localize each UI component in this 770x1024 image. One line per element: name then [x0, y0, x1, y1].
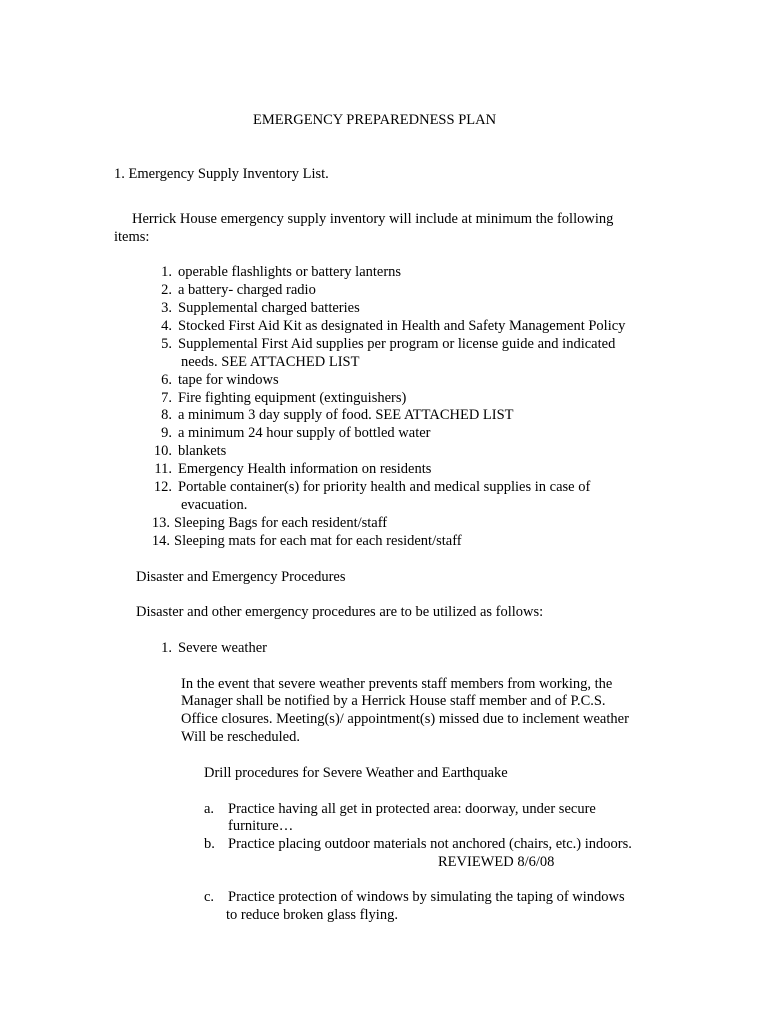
severe-weather-paragraph-line: Will be rescheduled.: [181, 729, 300, 745]
drill-item: [204, 888, 625, 906]
list-item: [146, 460, 431, 478]
list-item-number: 4.: [161, 318, 172, 334]
list-item-number: 12.: [153, 479, 172, 495]
list-item-text: Sleeping Bags for each resident/staff: [174, 515, 388, 531]
list-item-text: Stocked First Aid Kit as designated in Health and Safety Management Policy: [178, 318, 626, 334]
drill-item-letter: a.: [204, 801, 215, 817]
list-item-number: 6.: [161, 372, 172, 388]
list-item-text: a battery- charged radio: [178, 282, 316, 298]
list-item-number: 5.: [161, 336, 172, 352]
list-item-number: 2.: [161, 282, 172, 298]
list-item-number: 14.: [151, 533, 170, 549]
severe-weather-paragraph-line: Office closures. Meeting(s)/ appointment(s) missed due to inclement weather: [181, 711, 629, 727]
subsection-label: Severe weather: [178, 640, 267, 656]
list-item-continuation: needs. SEE ATTACHED LIST: [181, 354, 360, 370]
list-item-number: 3.: [161, 300, 172, 316]
list-item: [146, 532, 462, 550]
section-2-intro: Disaster and other emergency procedures are to be utilized as follows:: [136, 604, 544, 620]
document-title: EMERGENCY PREPAREDNESS PLAN: [253, 112, 497, 128]
list-item: [146, 263, 401, 281]
list-item-text: operable flashlights or battery lanterns: [178, 264, 402, 280]
section-1-intro-line-1: Herrick House emergency supply inventory will include at minimum the following: [132, 211, 614, 227]
section-1-intro-line-2: items:: [114, 229, 150, 245]
list-item: [146, 335, 615, 353]
severe-weather-paragraph-line: In the event that severe weather prevents staff members from working, the: [181, 676, 613, 692]
list-item-number: 10.: [153, 443, 172, 459]
list-item-number: 9.: [161, 425, 172, 441]
subsection-number: 1.: [161, 640, 172, 656]
list-item-number: 11.: [154, 461, 172, 477]
list-item-text: a minimum 24 hour supply of bottled water: [178, 425, 431, 441]
list-item-number: 13.: [151, 515, 170, 531]
list-item: [146, 478, 590, 496]
severe-weather-paragraph-line: Manager shall be notified by a Herrick House staff member and of P.C.S.: [181, 693, 606, 709]
list-item-text: a minimum 3 day supply of food. SEE ATTACHED LIST: [178, 407, 514, 423]
list-item: [146, 442, 226, 460]
list-item: [146, 281, 316, 299]
list-item-text: blankets: [178, 443, 227, 459]
list-item-text: Sleeping mats for each mat for each resident/staff: [174, 533, 462, 549]
list-item-text: Emergency Health information on residents: [178, 461, 432, 477]
list-item-number: 8.: [161, 407, 172, 423]
list-item-number: 7.: [161, 390, 172, 406]
list-item: [146, 406, 514, 424]
drill-item-text: Practice having all get in protected area: doorway, under secure: [228, 801, 596, 817]
drill-item-continuation: to reduce broken glass flying.: [226, 907, 398, 923]
drill-item-letter: b.: [204, 836, 215, 852]
list-item-number: 1.: [161, 264, 172, 280]
list-item: [146, 371, 279, 389]
reviewed-date: REVIEWED 8/6/08: [438, 854, 555, 870]
subsection-severe-weather: [146, 639, 267, 657]
drill-item-text: Practice protection of windows by simulating the taping of windows: [228, 889, 625, 905]
drill-item-text: Practice placing outdoor materials not anchored (chairs, etc.) indoors.: [228, 836, 632, 852]
list-item-text: Supplemental First Aid supplies per program or license guide and indicated: [178, 336, 616, 352]
section-1-heading: 1. Emergency Supply Inventory List.: [114, 166, 329, 182]
list-item: [146, 317, 625, 335]
drill-item: [204, 800, 596, 818]
drill-item: [204, 835, 632, 853]
list-item-continuation: evacuation.: [181, 497, 248, 513]
list-item: [146, 514, 387, 532]
list-item: [146, 424, 431, 442]
drill-item-letter: c.: [204, 889, 215, 905]
list-item-text: Portable container(s) for priority health and medical supplies in case of: [178, 479, 591, 495]
section-2-heading: Disaster and Emergency Procedures: [136, 569, 346, 585]
list-item-text: tape for windows: [178, 372, 279, 388]
list-item: [146, 299, 360, 317]
drill-procedures-heading: Drill procedures for Severe Weather and Earthquake: [204, 765, 508, 781]
list-item: [146, 389, 406, 407]
list-item-text: Fire fighting equipment (extinguishers): [178, 390, 407, 406]
drill-item-continuation: furniture…: [228, 818, 294, 834]
list-item-text: Supplemental charged batteries: [178, 300, 360, 316]
